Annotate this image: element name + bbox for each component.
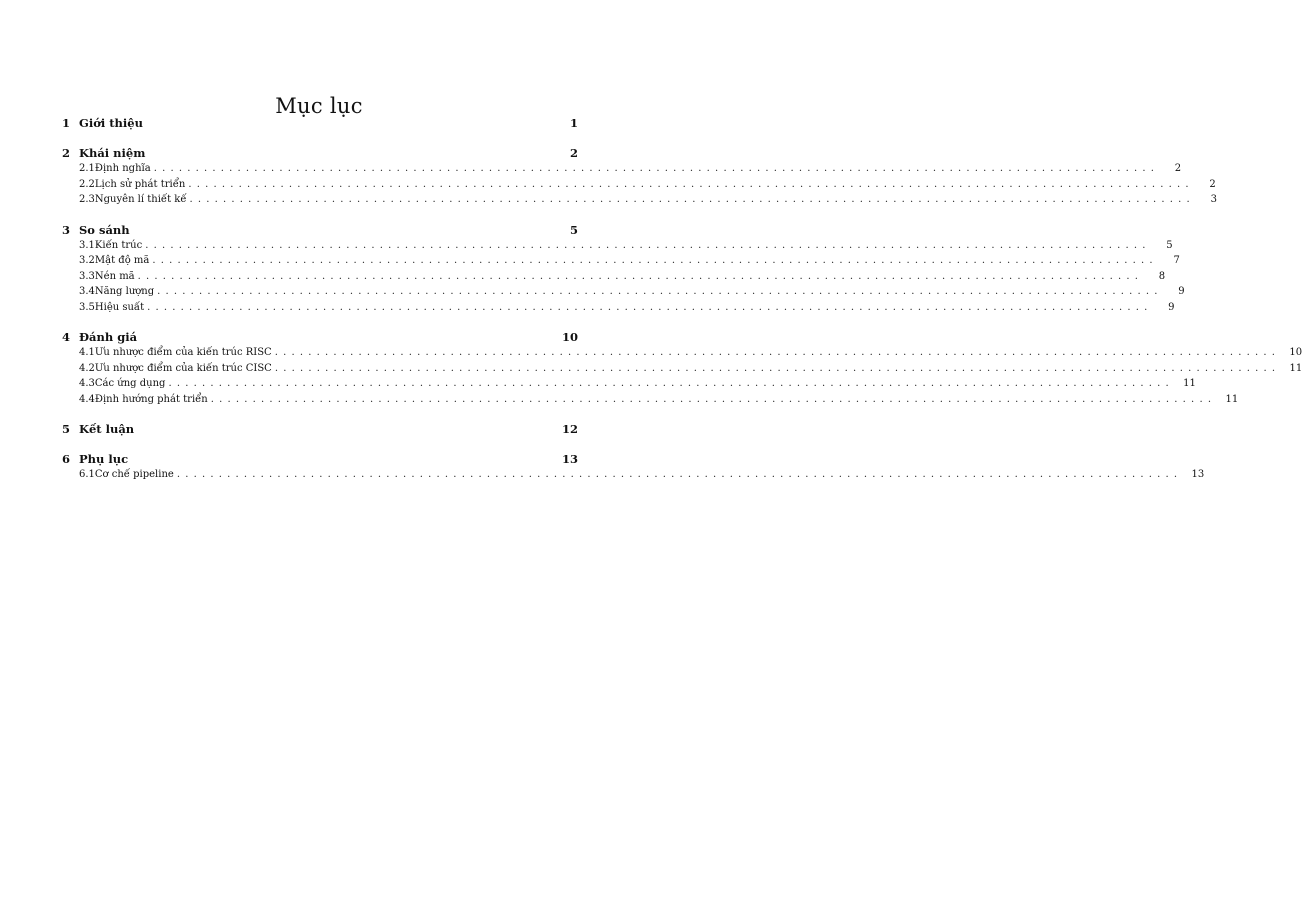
- section-page-number: 5: [569, 222, 578, 237]
- subsection-number: 2.2: [79, 178, 95, 190]
- toc-section: [62, 146, 1217, 210]
- toc-section: [62, 116, 578, 133]
- toc-subsection-entry[interactable]: [79, 301, 1175, 318]
- subsection-page-number: 9: [1168, 301, 1175, 313]
- toc-subsection-entry[interactable]: [79, 194, 1217, 210]
- section-page-number: 10: [561, 330, 578, 344]
- subsection-title: Năng lượng: [94, 286, 155, 297]
- section-title: Kết luận: [79, 422, 135, 436]
- subsection-number: 4.3: [79, 378, 95, 389]
- subsection-page-number: 13: [1191, 469, 1205, 480]
- section-number: 3: [62, 222, 71, 237]
- toc-title: Mục lục: [275, 94, 363, 119]
- subsection-number: 3.3: [79, 270, 95, 282]
- section-number: 1: [62, 116, 71, 130]
- toc-subsection-entry[interactable]: [79, 239, 1173, 256]
- toc-subsection-entry[interactable]: [79, 163, 1182, 179]
- subsection-page-number: 2: [1209, 178, 1216, 190]
- section-title: Đánh giá: [79, 330, 138, 344]
- subsection-page-number: 8: [1158, 270, 1166, 282]
- subsection-number: 2.3: [79, 194, 95, 205]
- section-page-number: 1: [569, 116, 578, 130]
- toc-subsection-entry[interactable]: [79, 286, 1185, 302]
- section-number: 2: [62, 146, 71, 160]
- dot-leader: ........................................................................................................................: [157, 286, 1163, 297]
- section-page-number: 2: [569, 146, 578, 160]
- toc-section-entry[interactable]: [62, 223, 578, 240]
- dot-leader: ........................................................................................................................: [147, 301, 1153, 313]
- table-of-contents: [62, 116, 1302, 498]
- subsection-title: Định hướng phát triển: [94, 393, 208, 405]
- toc-subsection-entry[interactable]: [79, 469, 1205, 485]
- subsection-page-number: 11: [1183, 378, 1196, 389]
- subsection-title: Ưu nhược điểm của kiến trúc CISC: [94, 362, 272, 374]
- dot-leader: ........................................................................................................................: [274, 362, 1281, 374]
- subsection-number: 2.1: [79, 163, 95, 174]
- toc-section-entry[interactable]: [62, 330, 578, 347]
- subsection-number: 3.1: [79, 239, 95, 251]
- subsection-title: Định nghĩa: [94, 163, 151, 174]
- section-number: 6: [62, 452, 71, 466]
- section-title: Khái niệm: [79, 146, 146, 160]
- subsection-page-number: 11: [1225, 393, 1239, 405]
- toc-subsection-entry[interactable]: [79, 255, 1180, 271]
- toc-subsection-entry[interactable]: [79, 270, 1166, 287]
- toc-section: [62, 222, 1185, 318]
- dot-leader: ........................................................................................................................: [210, 393, 1217, 405]
- subsection-title: Ưu nhược điểm của kiến trúc RISC: [94, 347, 272, 358]
- toc-section: [62, 422, 578, 439]
- subsection-title: Lịch sử phát triển: [94, 178, 186, 190]
- section-number: 5: [62, 422, 71, 436]
- section-number: 4: [62, 330, 71, 344]
- dot-leader: ........................................................................................................................: [176, 469, 1183, 480]
- toc-subsection-entry[interactable]: [79, 347, 1302, 363]
- toc-subsection-entry[interactable]: [79, 378, 1196, 394]
- dot-leader: ........................................................................................................................: [189, 194, 1195, 205]
- subsection-number: 4.2: [79, 362, 95, 374]
- subsection-title: Kiến trúc: [94, 239, 143, 251]
- subsection-page-number: 7: [1173, 255, 1180, 266]
- section-page-number: 13: [561, 452, 578, 466]
- subsection-page-number: 5: [1166, 239, 1173, 251]
- subsection-title: Mật độ mã: [94, 255, 150, 266]
- dot-leader: ........................................................................................................................: [274, 347, 1281, 358]
- dot-leader: ........................................................................................................................: [137, 270, 1144, 282]
- section-title: So sánh: [79, 222, 130, 237]
- dot-leader: ........................................................................................................................: [153, 163, 1160, 174]
- dot-leader: ........................................................................................................................: [168, 378, 1174, 389]
- section-title: Giới thiệu: [79, 116, 143, 130]
- subsection-title: Các ứng dụng: [94, 378, 166, 389]
- toc-section-entry[interactable]: [62, 146, 578, 163]
- subsection-title: Hiệu suất: [94, 301, 145, 313]
- toc-section: [62, 330, 1302, 409]
- toc-section-entry[interactable]: [62, 422, 578, 439]
- subsection-number: 6.1: [79, 469, 95, 480]
- toc-section: [62, 452, 1205, 485]
- toc-subsection-entry[interactable]: [79, 362, 1302, 379]
- toc-section-entry[interactable]: [62, 452, 578, 469]
- dot-leader: ........................................................................................................................: [145, 239, 1151, 251]
- subsection-number: 3.2: [79, 255, 95, 266]
- subsection-page-number: 3: [1210, 194, 1217, 205]
- subsection-page-number: 9: [1178, 286, 1185, 297]
- subsection-number: 4.4: [79, 393, 95, 405]
- toc-subsection-entry[interactable]: [79, 178, 1216, 195]
- subsection-page-number: 10: [1289, 347, 1302, 358]
- subsection-number: 3.4: [79, 286, 95, 297]
- subsection-page-number: 11: [1289, 362, 1302, 374]
- toc-subsection-entry[interactable]: [79, 393, 1239, 410]
- subsection-page-number: 2: [1174, 163, 1182, 174]
- toc-section-entry[interactable]: [62, 116, 578, 133]
- subsection-number: 3.5: [79, 301, 95, 313]
- subsection-number: 4.1: [79, 347, 95, 358]
- subsection-title: Cơ chế pipeline: [94, 469, 174, 480]
- subsection-title: Nén mã: [94, 270, 135, 282]
- section-title: Phụ lục: [79, 452, 129, 466]
- section-page-number: 12: [561, 422, 578, 436]
- dot-leader: ........................................................................................................................: [188, 178, 1194, 190]
- subsection-title: Nguyên lí thiết kế: [94, 194, 187, 205]
- dot-leader: ........................................................................................................................: [152, 255, 1158, 266]
